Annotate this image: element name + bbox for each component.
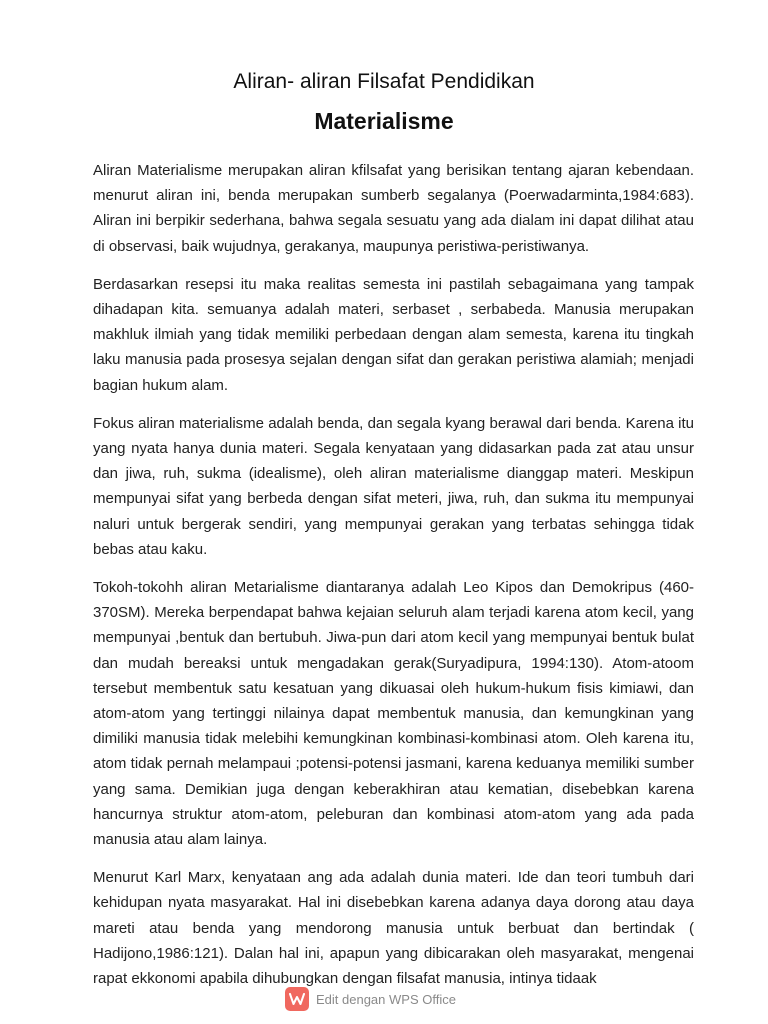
paragraph-1: Aliran Materialisme merupakan aliran kfilsafat yang berisikan tentang ajaran kebendaan. menurut aliran ini, benda merupakan sumberb segalanya (Poerwadarminta,1984:683). Aliran ini berpikir sederhana, bahwa segala sesuatu yang ada dialam ini dapat dilihat atau di observasi, baik wujudnya, gerakanya, maupunya peristiwa-peristiwanya. [93, 162, 694, 255]
document-subtitle: Materialisme [314, 108, 454, 134]
paragraph-5: Menurut Karl Marx, kenyataan ang ada adalah dunia materi. Ide dan teori tumbuh dari kehidupan nyata masyarakat. Hal ini disebebkan karena adanya daya dorong atau daya mareti atau benda yang mendorong manusia untuk berbuat dan bertindak ( Hadijono,1986:121). Dalan hal ini, apapun yang dibicarakan oleh masyarakat, mengenai rapat ekkonomi apabila dihubungkan dengan filsafat manusia, intinya tidaak [93, 869, 694, 988]
paragraph-3: Fokus aliran materialisme adalah benda, dan segala kyang berawal dari benda. Karena itu yang nyata hanya dunia materi. Segala kenyataan yang didasarkan pada zat atau unsur dan jiwa, ruh, sukma (idealisme), oleh aliran materialisme dianggap materi. Meskipun mempunyai sifat yang berbeda dengan sifat meteri, jiwa, ruh, dan sukma itu mempunyai naluri untuk bergerak sendiri, yang mempunyai gerakan yang terbatas sehingga tidak bebas atau kaku. [93, 414, 694, 558]
document-title: Aliran- aliran Filsafat Pendidikan [233, 70, 535, 93]
paragraph-4: Tokoh-tokohh aliran Metarialisme diantaranya adalah Leo Kipos dan Demokripus (460-370SM). Mereka berpendapat bahwa kejaian seluruh alam terjadi karena atom kecil, yang mempunyai ,bentuk dan bertubuh. Jiwa-pun dari atom kecil yang mempunyai bentuk bulat dan mudah bereaksi untuk mengadakan gerak(Suryadipura, 1994:130). Atom-atoom tersebut membentuk satu kesatuan yang dikuasai oleh hukum-hukum fisis kimiawi, dan atom-atom yang tertinggi nilainya dapat membentuk manusia, dan kemungkinan yang dimiliki manusia tidak melebihi kemungkinan kombinasi-kombinasi atom. Oleh karena itu, atom tidak pernah melampaui ;potensi-potensi jasmani, karena keduanya memiliki sumber yang sama. Demikian juga dengan keberakhiran atau kematian, disebebkan karena hancurnya struktur atom-atom, peleburan dan kombinasi atom-atom yang ada pada manusia atau alam lainya. [93, 579, 694, 849]
wps-edit-link[interactable]: Edit dengan WPS Office [316, 991, 456, 1007]
wps-edit-banner[interactable] [285, 986, 456, 1012]
wps-office-icon [285, 987, 309, 1011]
document-body [93, 158, 694, 1004]
paragraph-2: Berdasarkan resepsi itu maka realitas semesta ini pastilah sebagaimana yang tampak dihadapan kita. semuanya adalah materi, serbaset , serbabeda. Manusia merupakan makhluk ilmiah yang tidak memiliki perbedaan dengan alam semesta, karena itu tingkah laku manusia pada prosesya sejalan dengan sifat dan gerakan peristiwa alamiah; menjadi bagian hukum alam. [93, 275, 694, 394]
